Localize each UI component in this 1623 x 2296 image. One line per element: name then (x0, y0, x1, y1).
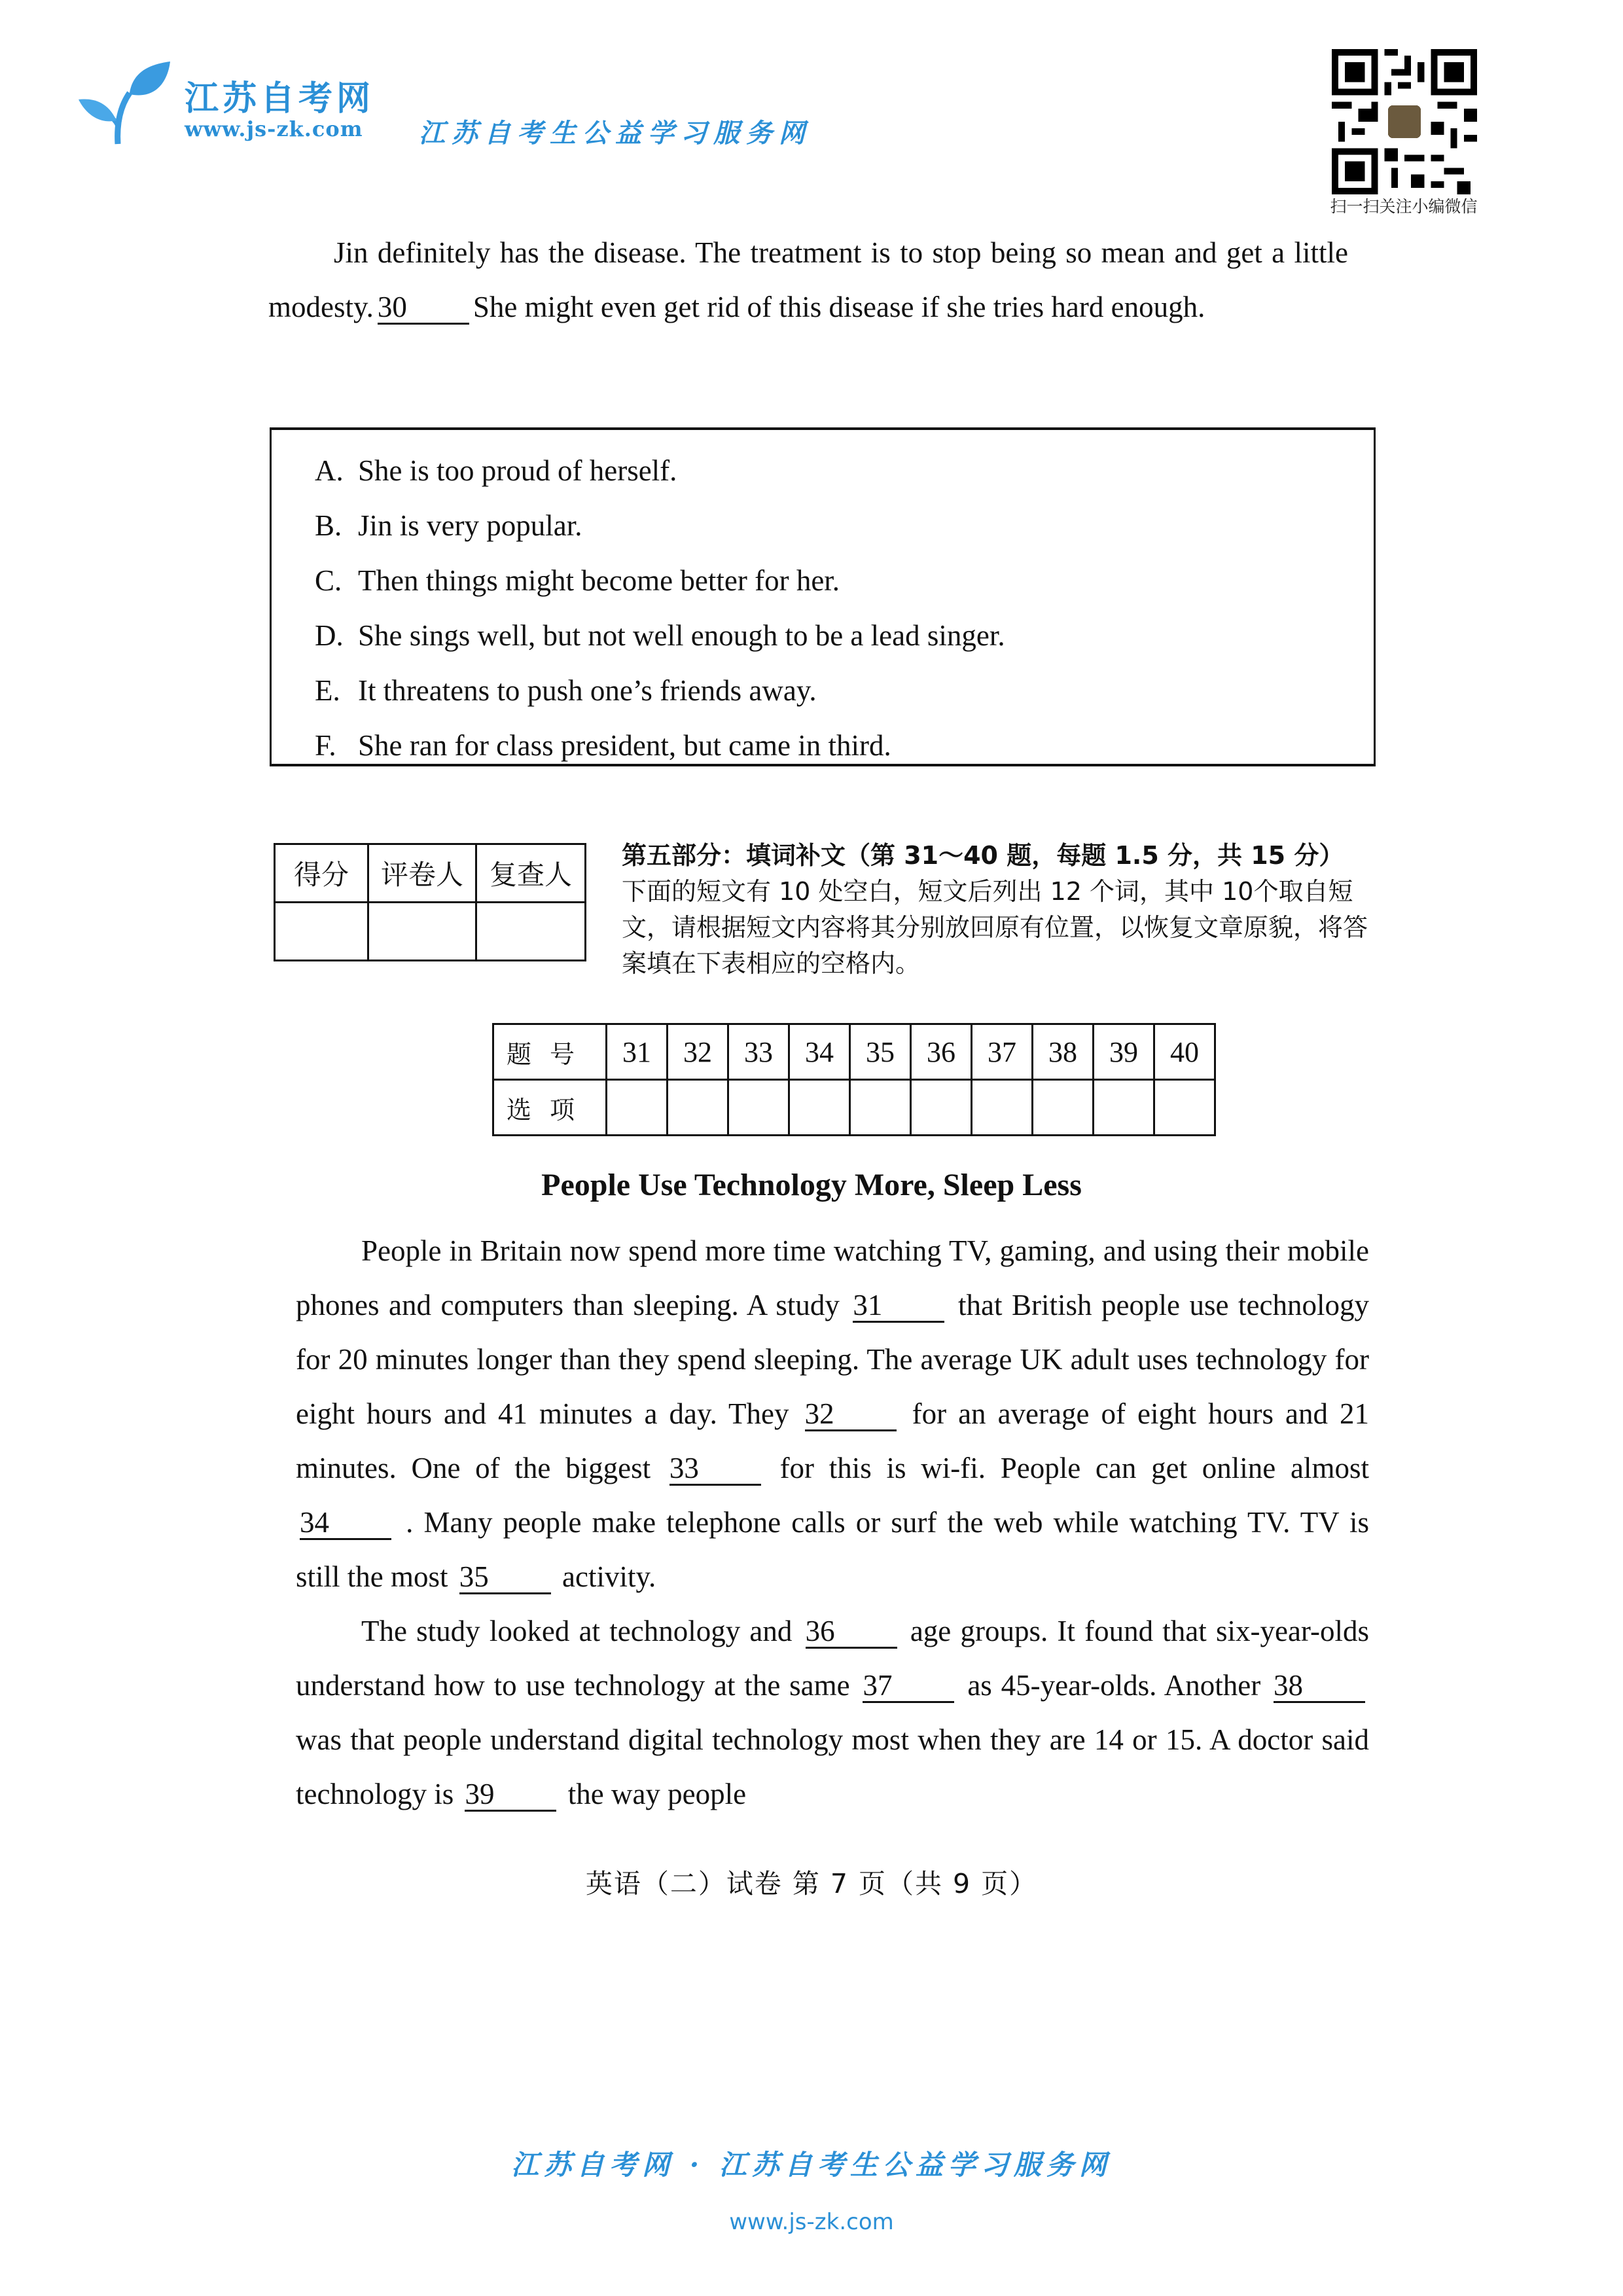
article-text: for this is wi-fi. People can get online almost (779, 1452, 1370, 1484)
brand-name: 江苏自考网 (185, 79, 375, 118)
question-number-33: 33 (728, 1024, 789, 1080)
score-table (274, 843, 586, 961)
question-number-38: 38 (1033, 1024, 1094, 1080)
option-letter: D. (315, 619, 344, 652)
option-e (315, 663, 1374, 718)
blank-33[interactable]: 33 (669, 1452, 761, 1486)
option-letter: F. (315, 729, 336, 762)
article-text: People in Britain now spend more time watching TV, gaming, and using their mobile phones and computers than sleeping. A study (296, 1234, 1369, 1321)
blank-35[interactable]: 35 (459, 1561, 551, 1594)
blank-39[interactable]: 39 (465, 1778, 556, 1812)
section-description: 下面的短文有 10 处空白，短文后列出 12 个词，其中 10个取自短文，请根据短文内容将其分别放回原有位置，以恢复文章原貌，将答案填在下表相应的空格内。 (622, 877, 1368, 978)
option-d (315, 608, 1374, 663)
article-text: was that people understand digital technology most when they are 14 or 15. A doctor said technology is (296, 1723, 1369, 1810)
score-cell[interactable] (275, 903, 368, 961)
question-number-37: 37 (972, 1024, 1033, 1080)
question-number-40: 40 (1154, 1024, 1215, 1080)
footer-slogan: 江苏自考网 · 江苏自考生公益学习服务网 (511, 2149, 1112, 2181)
answer-cell-36[interactable] (911, 1080, 972, 1136)
article-text: as 45-year-olds. Another (967, 1669, 1261, 1702)
leaf-logo-icon (77, 60, 175, 145)
article-text: . Many people make telephone calls or surf the web while watching TV. TV is still the most (296, 1506, 1369, 1593)
answer-grid (492, 1023, 1216, 1136)
answer-cell-38[interactable] (1033, 1080, 1094, 1136)
grader-cell[interactable] (368, 903, 476, 961)
answer-cell-31[interactable] (607, 1080, 668, 1136)
blank-32[interactable]: 32 (805, 1398, 897, 1431)
blank-31[interactable]: 31 (853, 1289, 944, 1323)
header-slogan: 江苏自考生公益学习服务网 (419, 118, 812, 149)
blank-37[interactable]: 37 (863, 1670, 954, 1703)
question-number-31: 31 (607, 1024, 668, 1080)
qr-code-icon (1330, 49, 1479, 194)
option-text: Jin is very popular. (358, 509, 582, 542)
question-number-34: 34 (789, 1024, 850, 1080)
answer-cell-34[interactable] (789, 1080, 850, 1136)
section-instructions (622, 838, 1374, 982)
option-f (315, 718, 1374, 773)
article-text: age groups. It found that six-year-olds understand how to use technology at the same (296, 1615, 1370, 1702)
option-b (315, 498, 1374, 553)
reviewer-cell[interactable] (476, 903, 586, 961)
blank-36[interactable]: 36 (806, 1615, 897, 1649)
brand-url[interactable]: www.js-zk.com (185, 117, 363, 141)
option-text: Then things might become better for her. (358, 564, 840, 597)
option-text: She ran for class president, but came in third. (358, 729, 891, 762)
question-number-39: 39 (1094, 1024, 1154, 1080)
blank-34[interactable]: 34 (300, 1507, 391, 1540)
answer-cell-37[interactable] (972, 1080, 1033, 1136)
option-text: She is too proud of herself. (358, 454, 677, 487)
answer-cell-39[interactable] (1094, 1080, 1154, 1136)
answer-label: 选项 (493, 1080, 607, 1136)
question-number-32: 32 (668, 1024, 728, 1080)
section-title: 第五部分：填词补文（第 31～40 题，每题 1.5 分，共 15 分） (622, 841, 1344, 870)
question-number-label: 题号 (493, 1024, 607, 1080)
article-paragraph-1 (296, 1224, 1369, 1604)
article-text: The study looked at technology and (361, 1615, 793, 1647)
question-number-36: 36 (911, 1024, 972, 1080)
blank-30[interactable]: 30 (378, 291, 469, 325)
answer-cell-35[interactable] (850, 1080, 911, 1136)
answer-cell-40[interactable] (1154, 1080, 1215, 1136)
blank-38[interactable]: 38 (1274, 1670, 1365, 1703)
answer-cell-32[interactable] (668, 1080, 728, 1136)
option-a (315, 443, 1374, 498)
article-paragraph-2 (296, 1604, 1369, 1821)
reviewer-header: 复查人 (476, 844, 586, 903)
options-box (270, 427, 1376, 766)
footer-url[interactable]: www.js-zk.com (729, 2209, 894, 2235)
article-text: the way people (567, 1778, 747, 1810)
grader-header: 评卷人 (368, 844, 476, 903)
passage-paragraph (268, 226, 1348, 334)
option-letter: C. (315, 564, 342, 597)
option-c (315, 553, 1374, 608)
option-text: It threatens to push one’s friends away. (358, 674, 817, 707)
article-text: activity. (562, 1560, 656, 1593)
qr-caption: 扫一扫关注小编微信 (1330, 197, 1478, 216)
option-text: She sings well, but not well enough to be a lead singer. (358, 619, 1005, 652)
page-number: 英语（二）试卷 第 7 页（共 9 页） (585, 1868, 1038, 1899)
answer-cell-33[interactable] (728, 1080, 789, 1136)
option-letter: E. (315, 674, 340, 707)
article-text: for an average of eight hours and 21 minutes. One of the biggest (296, 1397, 1370, 1484)
question-number-35: 35 (850, 1024, 911, 1080)
score-header: 得分 (275, 844, 368, 903)
passage-text: She might even get rid of this disease if she tries hard enough. (473, 291, 1205, 323)
option-letter: A. (315, 454, 344, 487)
option-letter: B. (315, 509, 342, 542)
article-text: that British people use technology for 20 minutes longer than they spend sleeping. The average UK adult uses technology for eight hours and 41 minutes a day. They (296, 1289, 1370, 1430)
article-title: People Use Technology More, Sleep Less (541, 1168, 1082, 1202)
passage-text: Jin definitely has the disease. The treatment is to stop being so mean and get a little modesty. (268, 236, 1348, 323)
article-body (296, 1224, 1369, 1821)
